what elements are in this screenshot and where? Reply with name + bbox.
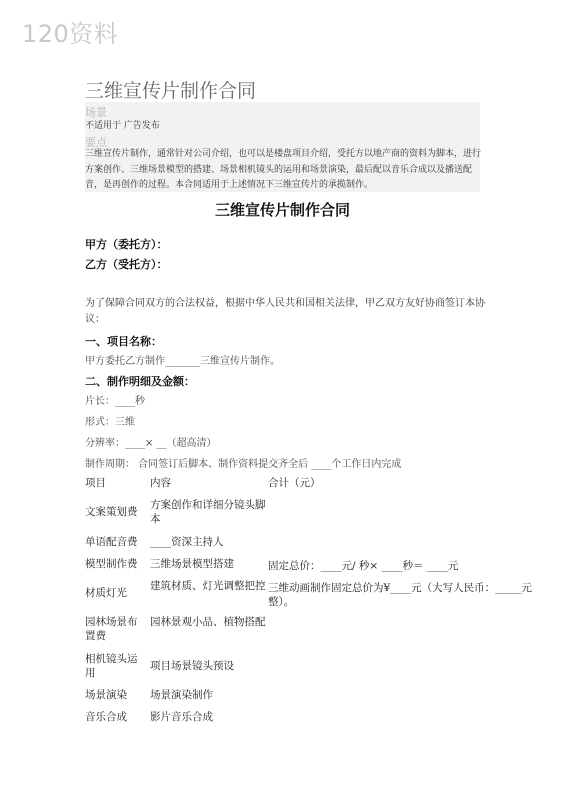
- table-row-content: 影片音乐合成: [150, 711, 213, 723]
- scene-text: 不适用于 广告发布: [85, 121, 160, 131]
- table-row-item: 场景演染: [85, 689, 127, 701]
- table-row-item: 文案策划费: [85, 506, 138, 518]
- resolution-line: 分辨率：____× __（超高清）: [85, 438, 217, 449]
- intro-paragraph: 为了保障合同双方的合法权益，根据中华人民共和国相关法律，甲乙双方友好协商签订本协议：: [85, 298, 485, 325]
- schedule-line: 制作周期： 合同签订后脚本、制作资料提交齐全后 ____个工作日内完成: [85, 459, 402, 470]
- table-row-content: ____资深主持人: [150, 536, 224, 548]
- table-row-total: 固定总价：____元/ 秒× ____秒＝ ____元: [268, 560, 459, 572]
- table-row-item: 模型制作费: [85, 558, 138, 570]
- table-header-item: 项目: [85, 477, 106, 489]
- table-row-content: 建筑材质、灯光调整把控: [150, 580, 266, 592]
- form-line: 形式：三维: [85, 417, 135, 428]
- table-row-content: 园林景观小品、植物搭配: [150, 616, 266, 628]
- table-row-item: 单语配音费: [85, 536, 138, 548]
- section1-heading: 一、项目名称：: [85, 335, 162, 348]
- points-label: 要点: [85, 136, 107, 149]
- table-row-item: 相机镜头运用: [85, 653, 138, 679]
- points-text: 三维宣传片制作，通常针对公司介绍，也可以是楼盘项目介绍，受托方以地产商的资料为脚本，进行方案创作、三维场景模型的搭建、场景相机镜头的运用和场景演染，最后配以音乐合成以及播送配音，是再创作的过程。本合同适用于上述情况下三维宣传片的承揽制作。: [85, 149, 482, 190]
- table-row-item: 园林场景布置费: [85, 616, 138, 642]
- table-row-total: 三维动画制作固定总价为¥____元（大写人民币：_____元整）。: [268, 582, 532, 608]
- meta-title: 三维宣传片制作合同: [85, 80, 257, 102]
- section2-heading: 二、制作明细及金额：: [85, 375, 195, 388]
- table-row-item: 材质灯光: [85, 587, 127, 599]
- length-line: 片长：____秒: [85, 396, 145, 407]
- section1-text: 甲方委托乙方制作_______三维宣传片制作。: [85, 356, 280, 367]
- table-header-total: 合计（元）: [268, 477, 321, 489]
- table-row-content: 方案创作和详细分镜头脚本: [150, 499, 266, 525]
- watermark-logo: 120资料: [22, 20, 119, 48]
- scene-label: 场景: [85, 106, 107, 119]
- party-b: 乙方（受托方）：: [85, 258, 168, 271]
- table-row-content: 项目场景镜头预设: [150, 660, 234, 672]
- table-row-content: 三维场景模型搭建: [150, 558, 234, 570]
- party-a: 甲方（委托方）：: [85, 238, 168, 251]
- table-row-item: 音乐合成: [85, 711, 127, 723]
- document-title: 三维宣传片制作合同: [214, 201, 350, 219]
- table-row-content: 场景演染制作: [150, 689, 213, 701]
- table-header-content: 内容: [150, 477, 171, 489]
